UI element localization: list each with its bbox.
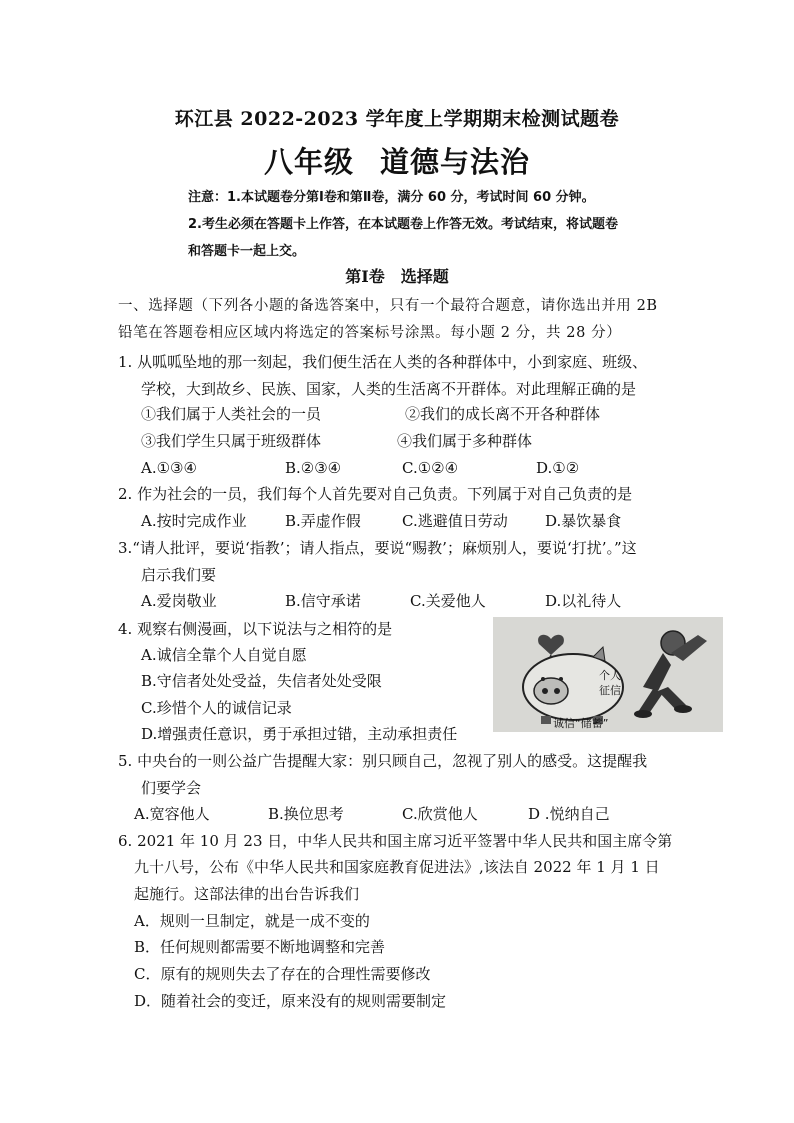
q2-option-d: D.暴饮暴食	[545, 512, 622, 530]
q6-option-b: B．任何规则都需要不断地调整和完善	[134, 938, 386, 956]
q4-option-a: A.诚信全靠个人自觉自愿	[141, 646, 307, 664]
q5-option-c: C.欣赏他人	[402, 805, 478, 823]
q6-option-a: A．规则一旦制定，就是一成不变的	[134, 912, 370, 930]
notice-line-2: 2.考生必须在答题卡上作答，在本试题卷上作答无效。考试结束，将试题卷	[188, 217, 618, 232]
q6-option-d: D．随着社会的变迁，原来没有的规则需要制定	[134, 992, 447, 1010]
section-title: 第Ⅰ卷 选择题	[345, 267, 449, 286]
q1-item-2: ②我们的成长离不开各种群体	[405, 405, 601, 423]
q5-stem-line-1: 5. 中央台的一则公益广告提醒大家：别只顾自己，忽视了别人的感受。这提醒我	[118, 752, 648, 770]
q1-item-3: ③我们学生只属于班级群体	[141, 432, 322, 450]
q1-item-4: ④我们属于多种群体	[397, 432, 533, 450]
q6-stem-line-1: 6. 2021 年 10 月 23 日，中华人民共和国主席习近平签署中华人民共和国主席令第	[118, 832, 673, 850]
q3-stem-line-1: 3.“请人批评，要说‘指教’；请人指点，要说“赐教’；麻烦别人，要说‘打扰’。”这	[118, 539, 637, 557]
q6-stem-line-3: 起施行。这部法律的出台告诉我们	[134, 885, 360, 903]
q3-option-d: D.以礼待人	[545, 592, 622, 610]
grade-label: 八年级	[263, 145, 354, 179]
q1-option-d: D.①②	[536, 459, 580, 477]
pig-label-line-1: 个人	[599, 669, 621, 682]
q1-option-b: B.②③④	[285, 459, 342, 477]
exam-subtitle	[0, 140, 794, 181]
q5-option-b: B.换位思考	[268, 805, 344, 823]
q2-option-c: C.逃避值日劳动	[402, 512, 508, 530]
section-instructions-2: 铅笔在答题卷相应区域内将选定的答案标号涂黑。每小题 2 分，共 28 分）	[118, 325, 622, 341]
q1-option-a: A.①③④	[141, 459, 197, 477]
q4-cartoon-image	[493, 617, 723, 732]
q1-option-c: C.①②④	[402, 459, 459, 477]
cartoon-drawing	[493, 617, 723, 732]
cartoon-caption: 诚信“储蓄”	[553, 717, 609, 730]
notice-line-1: 注意：1.本试题卷分第Ⅰ卷和第Ⅱ卷，满分 60 分，考试时间 60 分钟。	[188, 190, 595, 205]
q6-stem-line-2: 九十八号，公布《中华人民共和国家庭教育促进法》,该法自 2022 年 1 月 1 日	[134, 858, 660, 876]
q5-option-d: D .悦纳自己	[528, 805, 610, 823]
q1-item-1: ①我们属于人类社会的一员	[141, 405, 322, 423]
q4-option-c: C.珍惜个人的诚信记录	[141, 699, 292, 717]
q3-option-b: B.信守承诺	[285, 592, 361, 610]
q3-stem-line-2: 启示我们要	[141, 566, 217, 584]
q4-option-b: B.守信者处处受益，失信者处处受限	[141, 672, 382, 690]
section-instructions-1: 一、选择题（下列各小题的备选答案中，只有一个最符合题意，请你选出并用 2B	[118, 298, 658, 314]
q3-option-c: C.关爱他人	[410, 592, 486, 610]
q4-stem-line-1: 4. 观察右侧漫画，以下说法与之相符的是	[118, 620, 393, 638]
exam-title: 环江县 2022-2023 学年度上学期期末检测试题卷	[174, 108, 620, 130]
q3-option-a: A.爱岗敬业	[141, 592, 217, 610]
q5-option-a: A.宽容他人	[134, 805, 210, 823]
q2-option-b: B.弄虚作假	[285, 512, 361, 530]
q1-stem-line-1: 1. 从呱呱坠地的那一刻起，我们便生活在人类的各种群体中，小到家庭、班级、	[118, 353, 648, 371]
pig-label-line-2: 征信	[599, 684, 621, 697]
q2-stem-line-1: 2. 作为社会的一员，我们每个人首先要对自己负责。下列属于对自己负责的是	[118, 485, 633, 503]
notice-line-3: 和答题卡一起上交。	[188, 244, 306, 259]
q2-option-a: A.按时完成作业	[141, 512, 247, 530]
q4-option-d: D.增强责任意识，勇于承担过错，主动承担责任	[141, 725, 458, 743]
q5-stem-line-2: 们要学会	[141, 779, 202, 797]
q1-stem-line-2: 学校，大到故乡、民族、国家，人类的生活离不开群体。对此理解正确的是	[141, 380, 637, 398]
subject-label: 道德与法治	[380, 145, 531, 179]
q6-option-c: C．原有的规则失去了存在的合理性需要修改	[134, 965, 431, 983]
